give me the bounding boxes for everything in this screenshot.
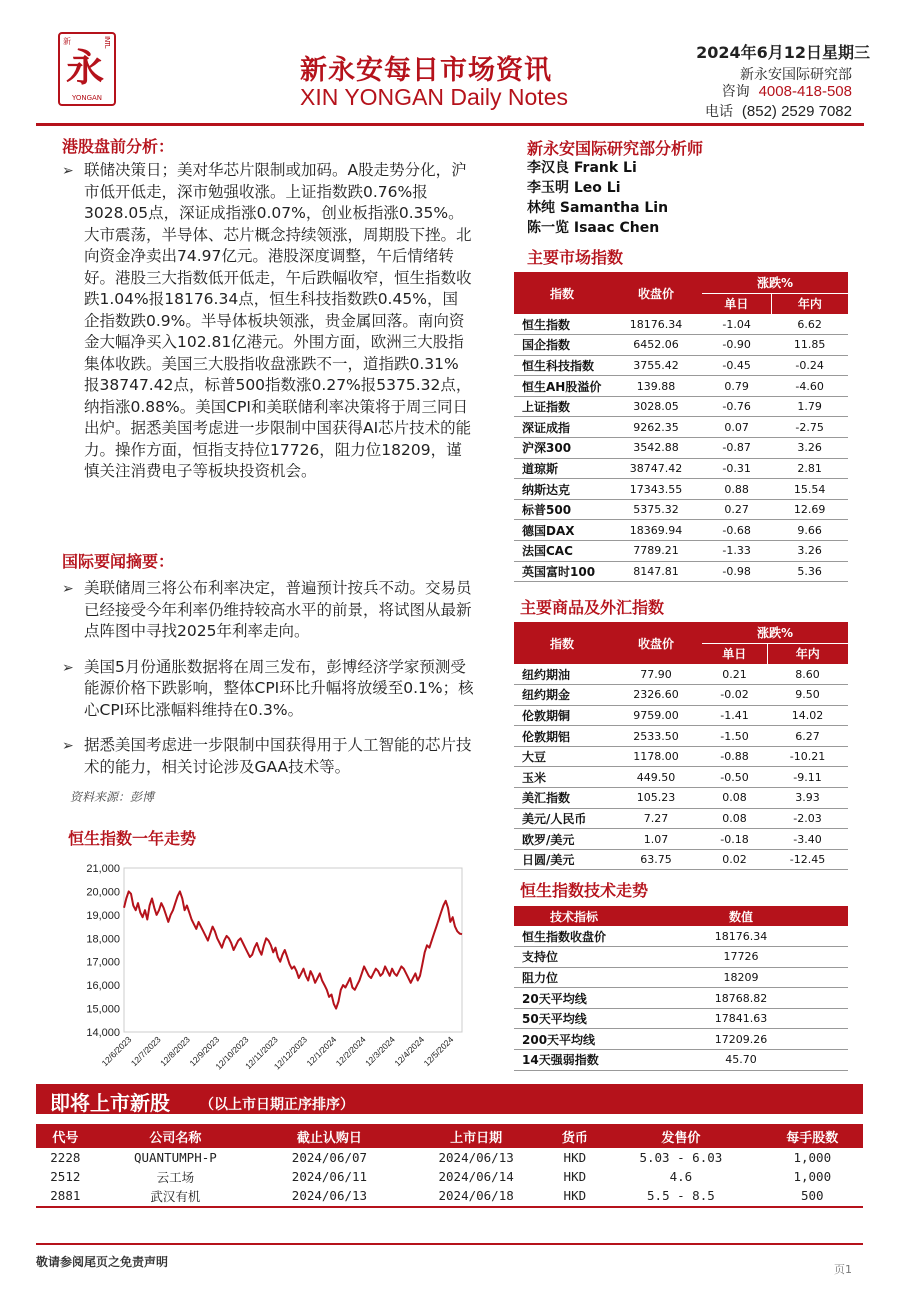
ipo-cell: 云工场 [156,1169,195,1185]
y-tick-label: 21,000 [86,863,120,875]
ipo-cell: 2024/06/07 [291,1150,368,1165]
table-row [514,438,848,459]
col-day: 单日 [702,643,767,664]
cell-value: 45.70 [634,1050,848,1071]
phone-number: (852) 2529 7082 [741,103,852,120]
col-change: 涨跌% [702,272,848,293]
col-value: 数值 [634,906,848,926]
cell-indicator: 阻力位 [514,967,634,988]
hk-section-title: 港股盘前分析： [62,137,175,156]
cell-name: 恒生AH股溢价 [514,376,610,397]
y-tick-label: 20,000 [86,886,120,899]
ipo-cell: HKD [563,1188,587,1203]
hsi-line-chart [62,858,472,1073]
cell-indicator: 20天平均线 [514,988,634,1009]
x-tick-label: 12/4/2024 [392,1034,427,1069]
market-index-table [514,272,848,582]
cell-day: 0.27 [702,499,771,520]
cell-day: -1.33 [702,541,771,562]
cell-ytd: -9.11 [767,767,848,788]
col-close: 收盘价 [610,272,702,314]
col-ytd: 年内 [767,643,848,664]
col-index: 指数 [514,272,610,314]
cell-ytd: -4.60 [771,376,848,397]
logo-name: YONGAN [71,94,103,102]
intl-news-text: 美国5月份通胀数据将在周三发布，彭博经济学家预测受能源价格下跌影响，整体CPI环比升幅将放缓至0.1%；核心CPI环比涨幅料维持在0.3%。 [84,657,474,719]
cell-close: 9759.00 [610,705,702,726]
cell-close: 7789.21 [610,541,702,562]
table-row [514,788,848,809]
y-tick-label: 14,000 [86,1027,120,1039]
cell-day: -0.76 [702,396,771,417]
ipo-table [36,1124,863,1205]
ipo-cell: 2228 [50,1150,81,1165]
intl-news-text: 美联储周三将公布利率决定，普遍预计按兵不动。交易员已经接受今年利率仍维持较高水平的前景，将试图从最新点阵图中寻找2025年利率走向。 [84,579,472,640]
cell-close: 18369.94 [610,520,702,541]
ipo-title: 即将上市新股 [50,1091,170,1115]
table-row [514,417,848,438]
col-index: 指数 [514,622,610,664]
cell-close: 3542.88 [610,438,702,459]
cell-name: 玉米 [514,767,610,788]
cell-close: 38747.42 [610,458,702,479]
table-row [514,726,848,747]
table-row [514,376,848,397]
y-tick-label: 16,000 [86,980,120,993]
table-row [514,808,848,829]
cell-close: 77.90 [610,664,702,685]
cell-close: 7.27 [610,808,702,829]
cell-name: 恒生指数 [514,314,610,335]
cell-ytd: 9.66 [771,520,848,541]
intl-news-item [62,578,478,643]
cell-day: -0.31 [702,458,771,479]
table-row [514,520,848,541]
ipo-cell: 2024/06/11 [291,1169,368,1184]
cell-ytd: 9.50 [767,685,848,706]
y-tick-label: 19,000 [86,909,120,922]
bullet-arrow-icon: ➢ [62,163,74,179]
y-tick-label: 17,000 [86,956,120,969]
cell-close: 8147.81 [610,561,702,582]
ipo-row [36,1167,863,1186]
cell-ytd: -10.21 [767,746,848,767]
tech-table [514,906,848,1071]
cell-name: 欧罗/美元 [514,829,610,850]
cell-day: 0.79 [702,376,771,397]
cell-day: -1.50 [702,726,767,747]
cell-ytd: 6.62 [771,314,848,335]
table-row [514,1050,848,1071]
analyst-name: 李玉明 Leo Li [527,180,621,196]
cell-name: 伦敦期铜 [514,705,610,726]
table-row [514,767,848,788]
cell-name: 纽约期金 [514,685,610,706]
cell-day: -0.90 [702,335,771,356]
cell-day: -0.98 [702,561,771,582]
x-tick-label: 12/2/2024 [333,1034,368,1069]
cell-close: 2326.60 [610,685,702,706]
cell-value: 18176.34 [634,926,848,947]
cell-close: 2533.50 [610,726,702,747]
cell-day: 0.88 [702,479,771,500]
intl-news-item [62,735,478,778]
commodity-table [514,622,848,870]
cell-value: 18768.82 [634,988,848,1009]
cell-close: 3755.42 [610,355,702,376]
cell-ytd: 3.26 [771,541,848,562]
cell-ytd: 12.69 [771,499,848,520]
table-row [514,926,848,947]
cell-close: 3028.05 [610,396,702,417]
analysts-title: 新永安国际研究部分析师 [527,139,704,158]
cell-close: 17343.55 [610,479,702,500]
cell-ytd: 8.60 [767,664,848,685]
cell-close: 63.75 [610,849,702,870]
report-date: 2024年6月12日星期三 [696,43,870,62]
table-row [514,335,848,356]
cell-ytd: 11.85 [771,335,848,356]
ipo-col-header: 公司名称 [95,1124,256,1148]
analyst-name: 林纯 Samantha Lin [527,200,669,216]
ipo-col-header: 货币 [549,1124,600,1148]
cell-day: -0.50 [702,767,767,788]
cell-name: 美汇指数 [514,788,610,809]
cell-name: 纳斯达克 [514,479,610,500]
logo-mark: 永 [66,46,105,90]
cell-close: 139.88 [610,376,702,397]
ipo-subtitle: （以上市日期正序排序） [200,1097,354,1113]
ipo-cell: 5.5 - 8.5 [647,1188,715,1203]
x-tick-label: 12/8/2023 [158,1034,192,1069]
report-title-en: XIN YONGAN Daily Notes [300,84,568,110]
cell-ytd: -2.03 [767,808,848,829]
ipo-cell: HKD [563,1150,587,1165]
cell-day: -0.87 [702,438,771,459]
cell-close: 105.23 [610,788,702,809]
logo-intl-text: INTL [103,36,111,48]
cell-name: 日圆/美元 [514,849,610,870]
table-row [514,829,848,850]
ipo-bottom-rule [36,1206,863,1208]
table-row [514,1008,848,1029]
x-tick-label: 12/9/2023 [187,1034,222,1069]
cell-ytd: 14.02 [767,705,848,726]
cell-indicator: 14天强弱指数 [514,1050,634,1071]
ipo-cell: 2024/06/18 [438,1188,514,1203]
intl-news-text: 据悉美国考虑进一步限制中国获得用于人工智能的芯片技术的能力，相关讨论涉及GAA技术等。 [84,736,472,776]
cell-name: 上证指数 [514,396,610,417]
contact-block [705,82,852,122]
intl-news-list [62,578,478,778]
x-tick-label: 12/1/2024 [304,1034,339,1069]
cell-name: 标普500 [514,499,610,520]
ipo-cell: 2024/06/13 [291,1188,368,1203]
cell-ytd: 15.54 [771,479,848,500]
cell-ytd: -12.45 [767,849,848,870]
cell-name: 纽约期油 [514,664,610,685]
cell-close: 449.50 [610,767,702,788]
consult-number: 4008-418-508 [758,83,852,100]
news-source: 资料来源：彭博 [70,790,155,804]
cell-value: 17209.26 [634,1029,848,1050]
table-row [514,849,848,870]
ipo-col-header: 发售价 [600,1124,761,1148]
cell-close: 18176.34 [610,314,702,335]
cell-ytd: 1.79 [771,396,848,417]
ipo-cell: HKD [563,1169,587,1184]
phone-label: 电话 [705,104,733,120]
col-indicator: 技术指标 [514,906,634,926]
cell-name: 德国DAX [514,520,610,541]
table-row [514,967,848,988]
col-day: 单日 [702,293,771,314]
ipo-cell: 4.6 [669,1169,693,1184]
table-row [514,705,848,726]
x-tick-label: 12/12/2023 [271,1034,310,1072]
ipo-cell: QUANTUMPH-P [133,1150,217,1165]
tech-title: 恒生指数技术走势 [520,881,649,900]
cell-name: 美元/人民币 [514,808,610,829]
cell-value: 17841.63 [634,1008,848,1029]
col-close: 收盘价 [610,622,702,664]
x-tick-label: 12/7/2023 [128,1034,163,1069]
x-tick-label: 12/3/2024 [363,1034,397,1069]
company-logo [58,32,116,106]
cell-name: 英国富时100 [514,561,610,582]
table-row [514,685,848,706]
table-row [514,458,848,479]
bullet-arrow-icon: ➢ [62,659,74,676]
cell-name: 道琼斯 [514,458,610,479]
ipo-cell: 2024/06/13 [438,1150,514,1165]
cell-close: 5375.32 [610,499,702,520]
commodity-title: 主要商品及外汇指数 [520,598,665,617]
cell-name: 大豆 [514,746,610,767]
analyst-name: 李汉良 Frank Li [527,160,637,176]
cell-day: -1.04 [702,314,771,335]
cell-day: 0.07 [702,417,771,438]
table-row [514,396,848,417]
ipo-col-header: 每手股数 [762,1124,863,1148]
x-tick-label: 12/5/2024 [421,1034,456,1069]
cell-ytd: -0.24 [771,355,848,376]
intl-news-item [62,657,478,722]
ipo-cell: 5.03 - 6.03 [639,1150,723,1165]
cell-day: 0.08 [702,788,767,809]
bullet-arrow-icon: ➢ [62,581,74,597]
cell-close: 1178.00 [610,746,702,767]
cell-value: 17726 [634,947,848,968]
cell-name: 伦敦期铝 [514,726,610,747]
ipo-row [36,1148,863,1167]
cell-close: 1.07 [610,829,702,850]
analyst-name: 陈一览 Isaac Chen [527,220,660,236]
cell-name: 沪深300 [514,438,610,459]
table-row [514,664,848,685]
cell-indicator: 200天平均线 [514,1029,634,1050]
analysts-list [527,158,668,238]
ipo-cell: 2512 [50,1169,81,1184]
cell-day: -0.88 [702,746,767,767]
table-row [514,947,848,968]
cell-day: -0.18 [702,829,767,850]
cell-day: 0.21 [702,664,767,685]
report-title-cn: 新永安每日市场资讯 [300,55,552,86]
ipo-cell: 1,000 [793,1169,832,1184]
intl-section-title: 国际要闻摘要： [62,552,175,571]
table-row [514,355,848,376]
cell-ytd: 5.36 [771,561,848,582]
cell-ytd: 3.26 [771,438,848,459]
col-change: 涨跌% [702,622,848,643]
cell-indicator: 恒生指数收盘价 [514,926,634,947]
bullet-arrow-icon: ➢ [62,738,74,754]
table-row [514,314,848,335]
cell-day: -0.45 [702,355,771,376]
x-tick-label: 12/6/2023 [99,1034,134,1069]
series-line [124,891,462,1008]
hk-analysis [62,160,472,483]
table-row [514,479,848,500]
cell-name: 深证成指 [514,417,610,438]
table-row [514,499,848,520]
hk-analysis-text: 联储决策日；美对华芯片限制或加码。A股走势分化，沪市低开低走，深市勉强收涨。上证指数跌0.76%报3028.05点，深证成指涨0.07%，创业板指涨0.35%。大市震荡，半导体、芯片概念持续领涨，周期股下挫。北向资金净卖出74.97亿元。港股深度调整，午后情绪转好。港股三大指数低开低走，午后跌幅收窄，恒生指数收跌1.04%报18176.34点，恒生科技指数跌0.45%，国企指数跌0.9%。半导体板块领涨，贵金属回落。南向资金大幅净买入102.81亿港元。外围方面，欧洲三大股指集体收跌。美国三大股指收盘涨跌不一，道指跌0.31%报38747.42点，标普500指数涨0.27%报5375.32点，纳指涨0.88%。美国CPI和美联储利率决策将于周三同日出炉。据悉美国考虑进一步限制中国获得AI芯片技术的能力。操作方面，恒指支持位17726，阻力位18209，谨慎关注消费电子等板块投资机会。 [84,161,472,480]
cell-name: 恒生科技指数 [514,355,610,376]
ipo-row [36,1186,863,1205]
market-index-title: 主要市场指数 [527,248,624,267]
ipo-cell: 1,000 [793,1150,832,1165]
ipo-col-header: 上市日期 [403,1124,550,1148]
ipo-cell: 2024/06/14 [438,1169,514,1184]
chart-title: 恒生指数一年走势 [68,829,197,848]
cell-indicator: 50天平均线 [514,1008,634,1029]
consult-label: 咨询 [721,84,750,100]
header-rule [36,123,864,126]
cell-value: 18209 [634,967,848,988]
department-name: 新永安国际研究部 [740,67,852,83]
cell-day: -1.41 [702,705,767,726]
cell-day: -0.68 [702,520,771,541]
table-row [514,746,848,767]
cell-day: 0.02 [702,849,767,870]
logo-top-char: 新 [63,37,71,46]
table-row [514,1029,848,1050]
cell-indicator: 支持位 [514,947,634,968]
cell-ytd: 2.81 [771,458,848,479]
col-ytd: 年内 [771,293,848,314]
cell-day: 0.08 [702,808,767,829]
ipo-cell: 2881 [50,1188,81,1203]
cell-ytd: 3.93 [767,788,848,809]
cell-name: 法国CAC [514,541,610,562]
cell-day: -0.02 [702,685,767,706]
cell-ytd: 6.27 [767,726,848,747]
table-row [514,988,848,1009]
cell-ytd: -2.75 [771,417,848,438]
table-row [514,561,848,582]
table-row [514,541,848,562]
ipo-cell: 500 [801,1188,824,1203]
x-tick-label: 12/11/2023 [243,1034,280,1072]
ipo-col-header: 截止认购日 [256,1124,403,1148]
ipo-col-header: 代号 [36,1124,95,1148]
y-tick-label: 18,000 [86,933,120,946]
cell-name: 国企指数 [514,335,610,356]
plot-frame [124,868,462,1032]
footer-rule [36,1243,863,1245]
ipo-cell: 武汉有机 [150,1188,201,1204]
y-tick-label: 15,000 [86,1003,120,1016]
cell-ytd: -3.40 [767,829,848,850]
page-number: 页1 [834,1263,852,1276]
x-tick-label: 12/10/2023 [213,1034,251,1072]
disclaimer-note[interactable]: 敬请参阅尾页之免责声明 [36,1255,169,1269]
cell-close: 6452.06 [610,335,702,356]
cell-close: 9262.35 [610,417,702,438]
